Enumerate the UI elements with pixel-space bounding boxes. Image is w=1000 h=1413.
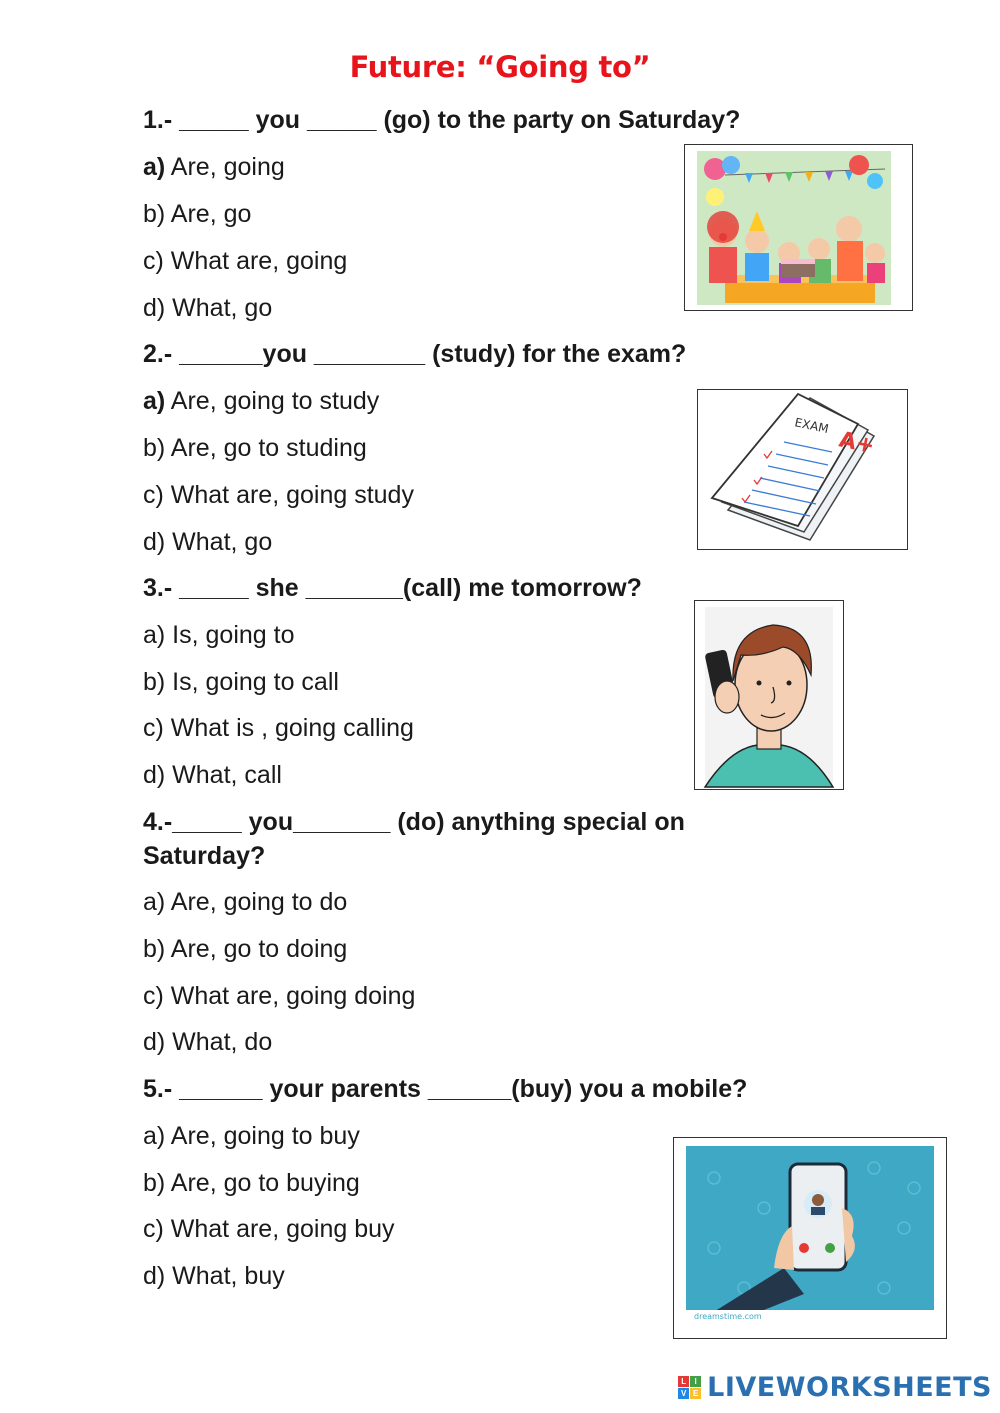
option-label: c) <box>143 1215 164 1243</box>
option-label: c) <box>143 982 164 1010</box>
option-label: d) <box>143 294 166 322</box>
exam-papers-illustration <box>698 390 906 548</box>
option-label: a) <box>143 387 166 415</box>
liveworksheets-logo[interactable] <box>678 1367 992 1407</box>
option-text: What, call <box>165 761 282 789</box>
option-5b[interactable] <box>143 1168 360 1198</box>
option-4d[interactable] <box>143 1027 272 1057</box>
option-text: What, go <box>165 528 273 556</box>
option-text: Is, going to call <box>165 668 339 696</box>
option-text: What are, going buy <box>163 1215 395 1243</box>
person-phone-illustration <box>695 601 842 788</box>
option-label: b) <box>143 434 166 462</box>
option-2c[interactable] <box>143 480 414 510</box>
exam-label: EXAM <box>793 415 830 437</box>
option-3c[interactable] <box>143 713 414 743</box>
option-label: b) <box>143 935 166 963</box>
option-text: Are, go to studing <box>165 434 367 462</box>
badge-letter: I <box>690 1376 701 1387</box>
option-1d[interactable] <box>143 293 272 323</box>
question-1: 1.- _____ you _____ (go) to the party on Saturday? <box>143 106 741 134</box>
option-text: What are, going <box>163 247 348 275</box>
option-text: What, go <box>165 294 273 322</box>
exam-image <box>697 389 908 550</box>
option-2b[interactable] <box>143 433 367 463</box>
option-5a[interactable] <box>143 1121 360 1151</box>
badge-letter: E <box>690 1388 701 1399</box>
option-text: Are, go to buying <box>165 1169 360 1197</box>
option-5d[interactable] <box>143 1261 285 1291</box>
option-3b[interactable] <box>143 667 339 697</box>
phone-call-image <box>694 600 844 790</box>
option-label: d) <box>143 761 166 789</box>
option-text: What, buy <box>165 1262 285 1290</box>
party-image <box>684 144 913 311</box>
option-text: What is , going calling <box>163 714 414 742</box>
option-text: What are, going doing <box>163 982 416 1010</box>
hand-mobile-illustration <box>674 1138 945 1337</box>
option-text: Are, going <box>165 153 285 181</box>
option-1b[interactable] <box>143 199 251 229</box>
option-label: c) <box>143 481 164 509</box>
question-4: 4.-_____ you_______ (do) anything special on <box>143 808 685 836</box>
logo-badge-icon <box>678 1376 701 1399</box>
option-text: Are, go <box>165 200 252 228</box>
option-text: Are, going to study <box>165 387 380 415</box>
option-text: Is, going to <box>165 621 295 649</box>
watermark: dreamstime.com <box>694 1312 762 1321</box>
option-4c[interactable] <box>143 981 415 1011</box>
option-2a[interactable] <box>143 386 379 416</box>
badge-letter: L <box>678 1376 689 1387</box>
option-text: What are, going study <box>163 481 414 509</box>
question-3: 3.- _____ she _______(call) me tomorrow? <box>143 574 642 602</box>
mobile-image <box>673 1137 947 1339</box>
option-text: Are, going to buy <box>165 1122 360 1150</box>
option-text: What, do <box>165 1028 273 1056</box>
option-5c[interactable] <box>143 1214 395 1244</box>
option-1c[interactable] <box>143 246 347 276</box>
option-4a[interactable] <box>143 887 347 917</box>
option-text: Are, go to doing <box>165 935 348 963</box>
option-3a[interactable] <box>143 620 294 650</box>
option-text: Are, going to do <box>165 888 348 916</box>
page-title: Future: “Going to” <box>349 50 651 84</box>
option-4b[interactable] <box>143 934 347 964</box>
option-2d[interactable] <box>143 527 272 557</box>
option-label: a) <box>143 621 166 649</box>
option-label: b) <box>143 1169 166 1197</box>
exam-grade: A+ <box>836 427 877 460</box>
option-label: a) <box>143 888 166 916</box>
option-3d[interactable] <box>143 760 282 790</box>
option-label: b) <box>143 200 166 228</box>
party-illustration <box>685 145 911 309</box>
option-label: a) <box>143 1122 166 1150</box>
question-2: 2.- ______you ________ (study) for the exam? <box>143 340 687 368</box>
option-label: b) <box>143 668 166 696</box>
option-label: d) <box>143 1028 166 1056</box>
option-label: c) <box>143 714 164 742</box>
option-label: c) <box>143 247 164 275</box>
option-label: d) <box>143 1262 166 1290</box>
logo-text: LIVEWORKSHEETS <box>707 1371 992 1403</box>
question-5: 5.- ______ your parents ______(buy) you a mobile? <box>143 1075 748 1103</box>
option-1a[interactable] <box>143 152 285 182</box>
question-4-continued: Saturday? <box>143 842 266 870</box>
badge-letter: V <box>678 1388 689 1399</box>
option-label: d) <box>143 528 166 556</box>
option-label: a) <box>143 153 166 181</box>
